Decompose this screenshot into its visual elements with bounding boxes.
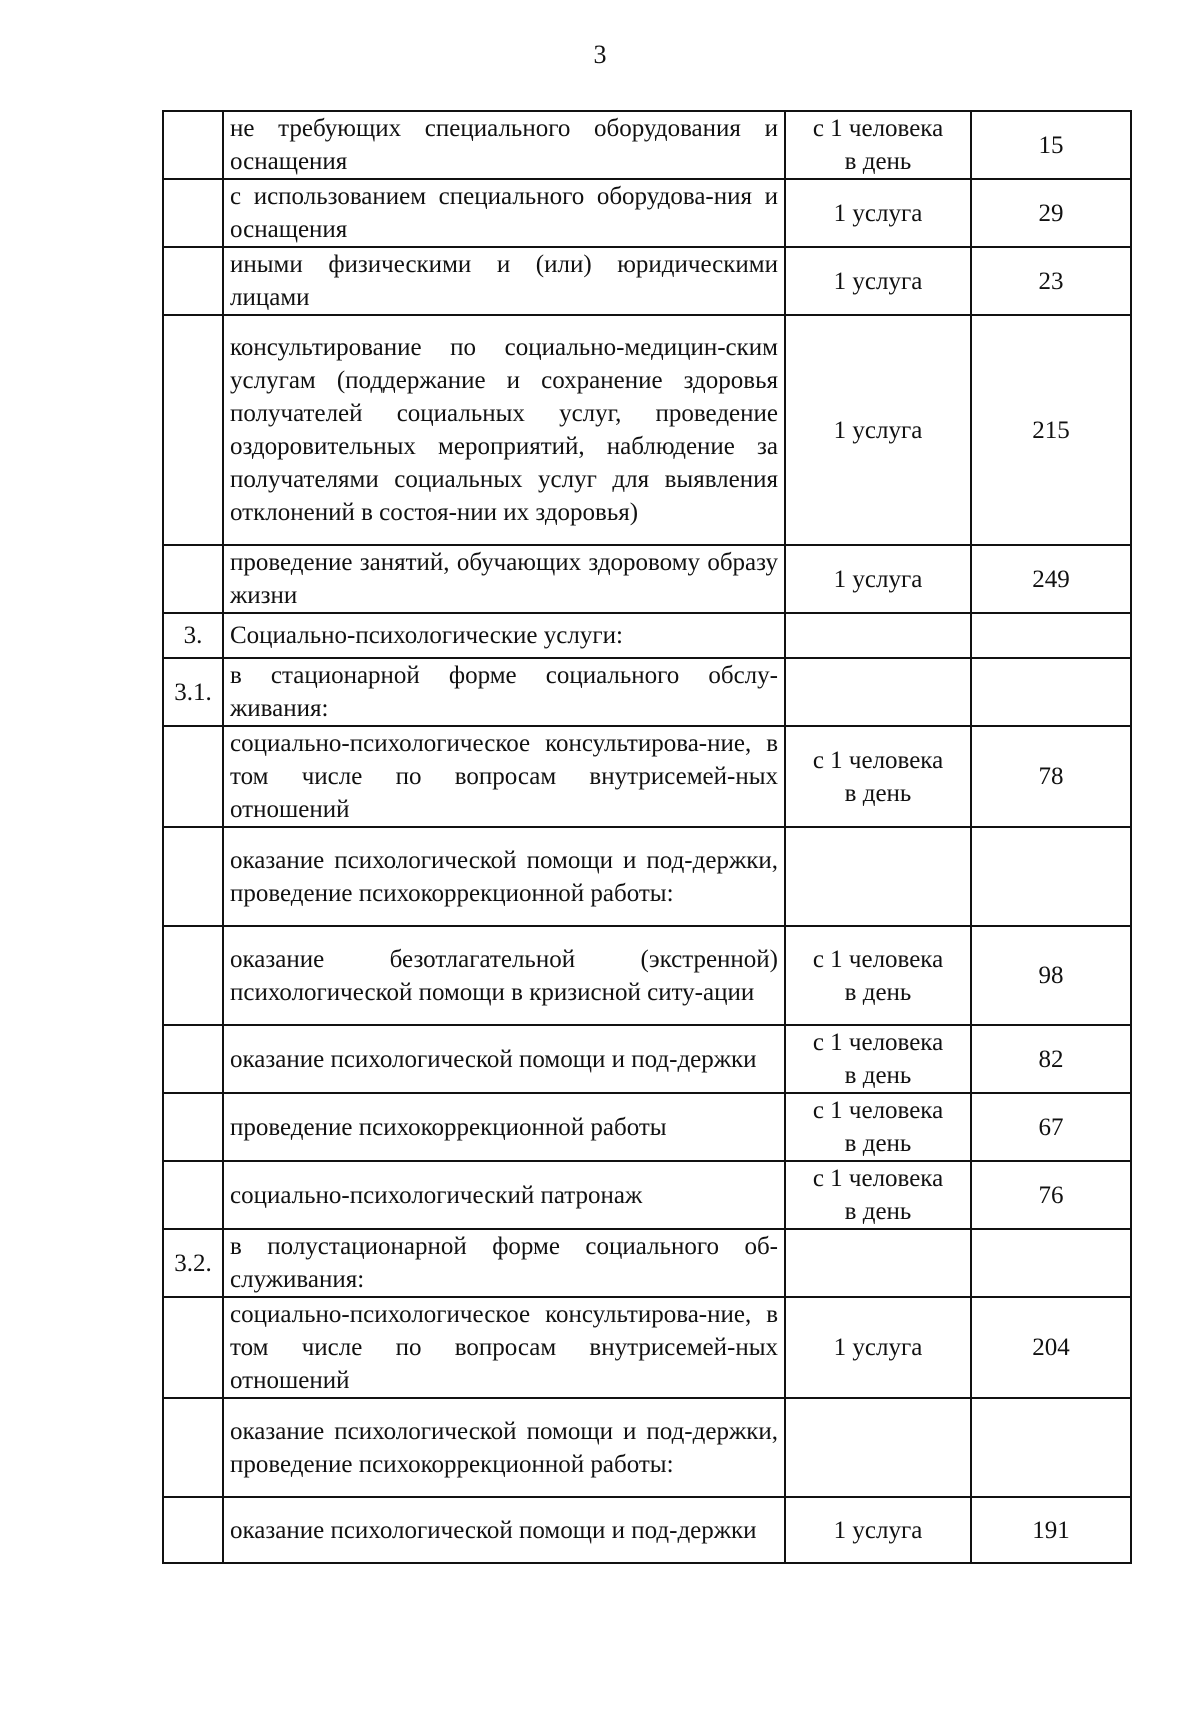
service-description: оказание психологической помощи и под-держки, проведение психокоррекционной работы: <box>223 1398 785 1497</box>
tariff-value: 23 <box>971 247 1131 315</box>
unit-of-service <box>785 315 971 545</box>
row-number <box>163 247 223 315</box>
table-row <box>163 926 1131 1025</box>
unit-of-service <box>785 1025 971 1093</box>
unit-line: с 1 человека <box>812 1029 944 1056</box>
unit-line: в день <box>844 779 912 807</box>
table-row <box>163 111 1131 179</box>
unit-line: с 1 человека <box>812 746 944 774</box>
table-row <box>163 1398 1131 1497</box>
table-row <box>163 1497 1131 1563</box>
row-number <box>163 1093 223 1161</box>
unit-of-service <box>785 111 971 179</box>
unit-line: с 1 человека <box>812 1097 944 1124</box>
service-description: с использованием специального оборудова-ния и оснащения <box>223 179 785 247</box>
service-description: оказание безотлагательной (экстренной) психологической помощи в кризисной ситу-ации <box>223 926 785 1025</box>
table-row <box>163 1297 1131 1398</box>
tariff-value: 82 <box>971 1025 1131 1093</box>
service-description: иными физическими и (или) юридическими лицами <box>223 247 785 315</box>
row-number: 3. <box>163 613 223 658</box>
unit-of-service <box>785 1229 971 1297</box>
row-number: 3.2. <box>163 1229 223 1297</box>
table-row <box>163 613 1131 658</box>
table-row <box>163 827 1131 926</box>
row-number <box>163 545 223 613</box>
tariff-value: 215 <box>971 315 1131 545</box>
unit-of-service <box>785 827 971 926</box>
row-number <box>163 726 223 827</box>
tariff-value: 191 <box>971 1497 1131 1563</box>
service-description: оказание психологической помощи и под-держки, проведение психокоррекционной работы: <box>223 827 785 926</box>
tariff-value: 204 <box>971 1297 1131 1398</box>
tariff-value <box>971 658 1131 726</box>
unit-of-service <box>785 247 971 315</box>
service-description: проведение психокоррекционной работы <box>223 1093 785 1161</box>
table-row <box>163 545 1131 613</box>
tariff-value: 249 <box>971 545 1131 613</box>
tariff-value: 78 <box>971 726 1131 827</box>
unit-line: с 1 человека <box>812 1165 944 1192</box>
tariff-value: 76 <box>971 1161 1131 1229</box>
table-row <box>163 247 1131 315</box>
row-number <box>163 1025 223 1093</box>
table-row <box>163 315 1131 545</box>
unit-of-service <box>785 179 971 247</box>
unit-line: в день <box>844 148 912 175</box>
row-number <box>163 926 223 1025</box>
table-body <box>163 111 1131 1563</box>
row-number <box>163 111 223 179</box>
tariff-value: 98 <box>971 926 1131 1025</box>
table-row <box>163 658 1131 726</box>
unit-of-service <box>785 1093 971 1161</box>
unit-line: 1 услуга <box>833 416 923 444</box>
services-table <box>162 110 1132 1564</box>
service-description: социально-психологическое консультирова-ние, в том числе по вопросам внутрисемей-ных отношений <box>223 1297 785 1398</box>
tariff-value <box>971 1398 1131 1497</box>
unit-of-service <box>785 545 971 613</box>
service-description: Социально-психологические услуги: <box>223 613 785 658</box>
unit-line: в день <box>844 1130 912 1157</box>
unit-line: 1 услуга <box>833 1334 923 1361</box>
tariff-value <box>971 1229 1131 1297</box>
unit-of-service <box>785 1497 971 1563</box>
tariff-value <box>971 613 1131 658</box>
service-description: в полустационарной форме социального об-служивания: <box>223 1229 785 1297</box>
unit-of-service <box>785 613 971 658</box>
table-row <box>163 1161 1131 1229</box>
unit-of-service <box>785 1398 971 1497</box>
unit-of-service <box>785 926 971 1025</box>
table-row <box>163 726 1131 827</box>
unit-line: с 1 человека <box>812 945 944 973</box>
service-description: социально-психологический патронаж <box>223 1161 785 1229</box>
table-row <box>163 1093 1131 1161</box>
row-number <box>163 1398 223 1497</box>
unit-line: с 1 человека <box>812 115 944 142</box>
unit-line: 1 услуга <box>833 267 923 295</box>
service-description: консультирование по социально-медицин-ским услугам (поддержание и сохранение здоровья получателей социальных услуг, проведение оздоровительных мероприятий, наблюдение за получателями социальных услуг для выявления отклонений в состоя-нии их здоровья) <box>223 315 785 545</box>
service-description: не требующих специального оборудования и оснащения <box>223 111 785 179</box>
tariff-value: 67 <box>971 1093 1131 1161</box>
row-number: 3.1. <box>163 658 223 726</box>
service-description: оказание психологической помощи и под-держки <box>223 1025 785 1093</box>
tariff-value: 29 <box>971 179 1131 247</box>
service-description: в стационарной форме социального обслу-живания: <box>223 658 785 726</box>
row-number <box>163 315 223 545</box>
row-number <box>163 1497 223 1563</box>
unit-line: в день <box>844 1198 912 1225</box>
row-number <box>163 1161 223 1229</box>
page-number: 3 <box>593 40 607 69</box>
table-row <box>163 179 1131 247</box>
service-description: социально-психологическое консультирова-ние, в том числе по вопросам внутрисемей-ных отношений <box>223 726 785 827</box>
row-number <box>163 827 223 926</box>
service-description: оказание психологической помощи и под-держки <box>223 1497 785 1563</box>
unit-of-service <box>785 1161 971 1229</box>
unit-of-service <box>785 658 971 726</box>
table-row <box>163 1229 1131 1297</box>
unit-line: 1 услуга <box>833 1516 923 1544</box>
unit-line: в день <box>844 1062 912 1089</box>
unit-of-service <box>785 726 971 827</box>
unit-of-service <box>785 1297 971 1398</box>
service-description: проведение занятий, обучающих здоровому образу жизни <box>223 545 785 613</box>
tariff-value <box>971 827 1131 926</box>
unit-line: 1 услуга <box>833 565 923 593</box>
row-number <box>163 1297 223 1398</box>
table-row <box>163 1025 1131 1093</box>
tariff-value: 15 <box>971 111 1131 179</box>
unit-line: 1 услуга <box>833 199 923 227</box>
unit-line: в день <box>844 978 912 1006</box>
row-number <box>163 179 223 247</box>
